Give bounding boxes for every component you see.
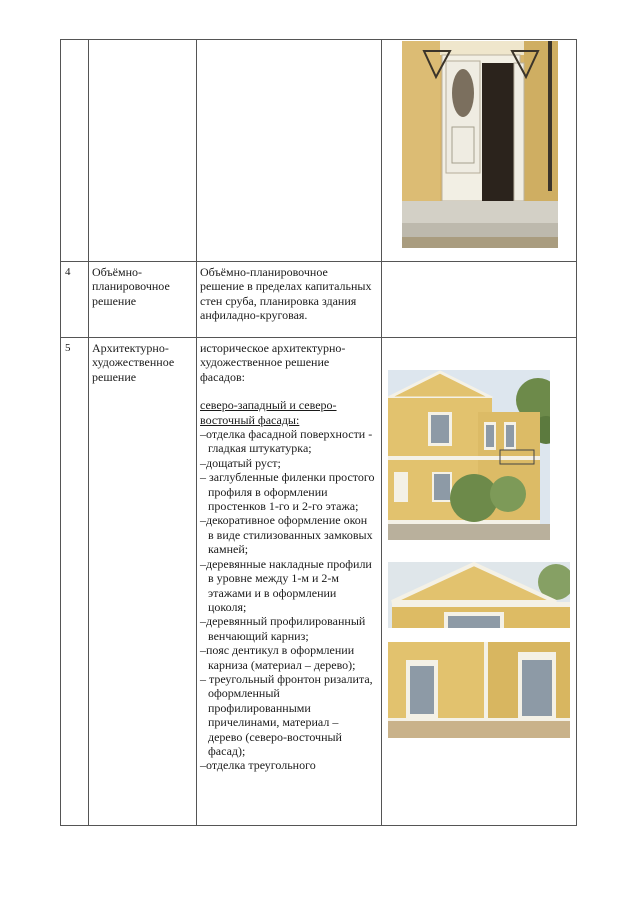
list-item: – дощатый руст; [200,456,375,470]
table-col-divider-3 [381,39,382,825]
row-4-name: Объёмно-планировочное решение [92,265,170,308]
row-divider-5 [60,337,577,338]
table-border-right [576,39,577,825]
row-4-number: 4 [65,266,71,278]
pediment-photo [388,562,570,628]
row-5-section-heading: северо-западный и северо-восточный фасады: [200,398,337,427]
row-4-description: Объёмно-планировочное решение в пределах капитальных стен сруба, планировка здания анфиладно-круговая. [200,265,372,323]
table-col-divider-1 [88,39,89,825]
list-item: – отделка треугольного [200,758,375,772]
list-item: – заглубленные филенки простого профиля в оформлении простенков 1-го и 2-го этажа; [200,470,375,513]
window-corner-photo [388,642,570,738]
table-col-divider-2 [196,39,197,825]
list-item: – треугольный фронтон ризалита, оформленный профилированными причелинами, материал – дерево (северо-восточный фасад); [200,672,375,758]
list-item: – декоративное оформление окон в виде стилизованных замковых камней; [200,513,375,556]
feature-list [200,427,375,773]
table-border-bottom [60,825,577,826]
row-5-number: 5 [65,342,71,354]
list-item: – пояс дентикул в оформлении карниза (материал – дерево); [200,643,375,672]
entrance-door-photo [402,41,558,248]
facade-photo [388,370,550,540]
row-5-name: Архитектурно-художественное решение [92,341,175,384]
list-item: – отделка фасадной поверхности - гладкая штукатурка; [200,427,375,456]
row-5-intro: историческое архитектурно-художественное решение фасадов: [200,341,346,384]
table-border-left [60,39,61,825]
list-item: – деревянные накладные профили в уровне между 1-м и 2-м этажами и в оформлении цоколя; [200,557,375,615]
table-border-top [60,39,577,40]
row-divider-4 [60,261,577,262]
list-item: – деревянный профилированный венчающий карниз; [200,614,375,643]
row-5-description [200,341,375,773]
